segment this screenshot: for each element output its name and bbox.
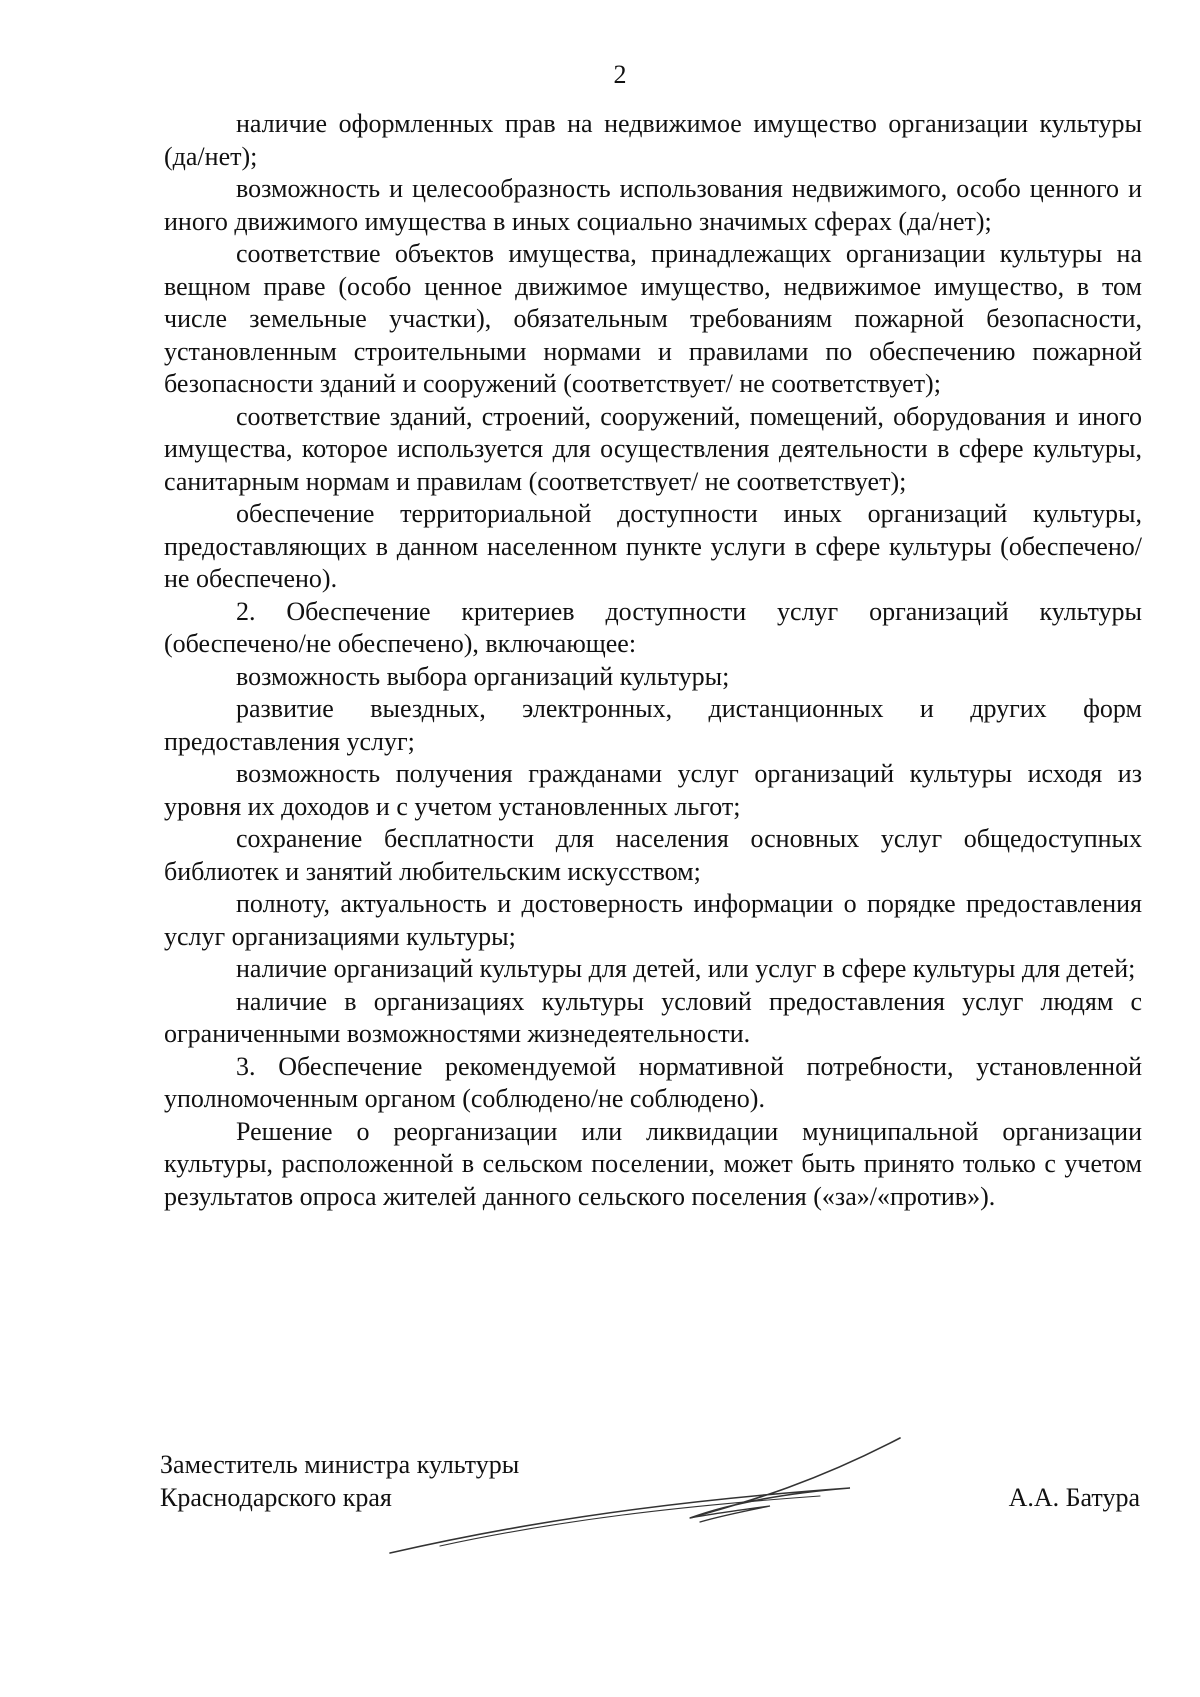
signer-title-line1: Заместитель министра культуры bbox=[160, 1450, 520, 1479]
paragraph-children: наличие организаций культуры для детей, или услуг в сфере культуры для детей; bbox=[236, 954, 1136, 983]
paragraph-service-forms: развитие выездных, электронных, дистанционных и других форм предоставления услуг; bbox=[164, 694, 1142, 756]
paragraph-property-usage: возможность и целесообразность использования недвижимого, особо ценного и иного движимого имущества в иных социально значимых сферах (да/нет); bbox=[164, 174, 1142, 236]
signature-block bbox=[160, 1448, 1140, 1588]
paragraph-territorial-access: обеспечение территориальной доступности иных организаций культуры, предоставляющих в данном населенном пункте услуги в сфере культуры (обеспечено/не обеспечено). bbox=[164, 499, 1142, 593]
paragraph-property-rights: наличие оформленных прав на недвижимое имущество организации культуры (да/нет); bbox=[164, 109, 1142, 171]
signer-name: А.А. Батура bbox=[1008, 1483, 1140, 1512]
paragraph-information: полноту, актуальность и достоверность информации о порядке предоставления услуг организациями культуры; bbox=[164, 889, 1142, 951]
paragraph-reorganization: Решение о реорганизации или ликвидации муниципальной организации культуры, расположенной в сельском поселении, может быть принято только с учетом результатов опроса жителей данного сельского поселения («за»/«против»). bbox=[164, 1116, 1142, 1211]
page-number: 2 bbox=[613, 60, 627, 89]
paragraph-choice: возможность выбора организаций культуры; bbox=[236, 661, 730, 691]
paragraph-income-level: возможность получения гражданами услуг организаций культуры исходя из уровня их доходов и с учетом установленных льгот; bbox=[164, 759, 1142, 821]
paragraph-accessibility-criteria: 2. Обеспечение критериев доступности услуг организаций культуры (обеспечено/не обеспечено), включающее: bbox=[164, 596, 1142, 658]
paragraph-disabilities: наличие в организациях культуры условий предоставления услуг людям с ограниченными возможностями жизнедеятельности. bbox=[164, 986, 1142, 1048]
paragraph-normative-need: 3. Обеспечение рекомендуемой нормативной потребности, установленной уполномоченным органом (соблюдено/не соблюдено). bbox=[164, 1051, 1142, 1113]
paragraph-free-services: сохранение бесплатности для населения основных услуг общедоступных библиотек и занятий любительским искусством; bbox=[164, 824, 1142, 886]
body-text bbox=[164, 108, 1142, 1213]
paragraph-fire-safety: соответствие объектов имущества, принадлежащих организации культуры на вещном праве (особо ценное движимое имущество, недвижимое имущество, в том числе земельные участки), обязательным требованиям пожарной безопасности, установленным строительными нормами и правилами по обеспечению пожарной безопасности зданий и сооружений (соответствует/ не соответствует); bbox=[164, 239, 1142, 398]
signer-title-line2: Краснодарского края bbox=[160, 1483, 392, 1512]
paragraph-sanitary-norms: соответствие зданий, строений, сооружений, помещений, оборудования и иного имущества, которое используется для осуществления деятельности в сфере культуры, санитарным нормам и правилам (соответствует/ не соответствует); bbox=[164, 401, 1142, 496]
